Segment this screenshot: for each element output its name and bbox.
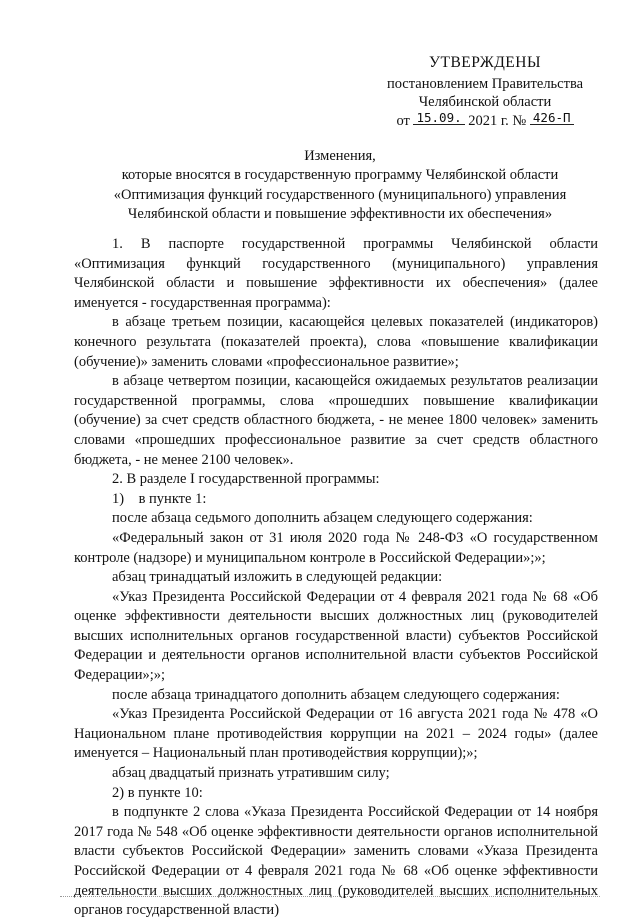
handwritten-date: 15.09. [413, 111, 464, 125]
paragraph: в абзаце третьем позиции, касающейся целевых показателей (индикаторов) конечного результата (показателей проекта), слова «повышение квалификации (обучение)» заменить словами «профессиональное развитие»; [74, 314, 598, 370]
approval-line-2: Челябинской области [418, 94, 552, 110]
paragraph: «Федеральный закон от 31 июля 2020 года № 248-ФЗ «О государственном контроле (надзоре) и муниципальном контроле в Российской Федерации»;»; [74, 529, 598, 566]
title-line-1: Изменения, [304, 148, 376, 164]
paragraph: «Указ Президента Российской Федерации от 4 февраля 2021 года № 68 «Об оценке эффективности деятельности высших должностных лиц (руководителей высших исполнительных органов государственной власти) субъектов Российской Федерации и деятельности органов исполнительной власти субъектов Российской Федерации»;»; [74, 588, 598, 684]
paragraph: в подпункте 2 слова «Указа Президента Российской Федерации от 14 ноября 2017 года № 548 «Об оценке эффективности деятельности органов исполнительной власти субъектов Российской Федерации» заменить словами «Указа Президента Российской Федерации от 4 февраля 2021 года № 68 «Об оценке эффективности деятельности высших должностных лиц (руководителей высших исполнительных органов государственной власти) [74, 804, 598, 919]
title-line-3: «Оптимизация функций государственного (муниципального) управления [113, 186, 567, 203]
title-line-4: Челябинской области и повышение эффективности их обеспечения» [127, 205, 553, 222]
paragraph: после абзаца тринадцатого дополнить абзацем следующего содержания: [112, 686, 560, 703]
paragraph: в абзаце четвертом позиции, касающейся ожидаемых результатов реализации государственной программы, слова «прошедших повышение квалификации (обучение) за счет средств областного бюджета, - не менее 1800 человек» заменить словами «прошедших профессиональное развитие за счет средств областного бюджета, - не менее 2100 человек». [74, 373, 598, 468]
paragraph: 1) в пункте 1: [112, 490, 207, 507]
approval-line-1: постановлением Правительства [386, 76, 584, 92]
approval-heading: УТВЕРЖДЕНЫ [429, 54, 541, 71]
page-bottom-divider [60, 896, 600, 897]
paragraph: 2. В разделе I государственной программы: [112, 471, 380, 488]
approval-date-line [380, 111, 590, 130]
date-prefix: от [396, 113, 410, 129]
document-title [80, 147, 600, 224]
paragraph: абзац тринадцатый изложить в следующей редакции: [112, 569, 443, 586]
paragraph: абзац двадцатый признать утратившим силу; [112, 765, 390, 782]
paragraph: 1. В паспорте государственной программы Челябинской области «Оптимизация функций государственного (муниципального) управления Челябинской области и повышение эффективности их обеспечения» (далее именуется - государственная программа): [74, 236, 598, 311]
paragraph: «Указ Президента Российской Федерации от 16 августа 2021 года № 478 «О Национальном плане противодействия коррупции на 2021 – 2024 годы» (далее именуется – Национальный план противодействия коррупции);»; [74, 706, 598, 762]
paragraph: 2) в пункте 10: [112, 784, 203, 801]
handwritten-number: 426-П [530, 111, 574, 125]
paragraph: после абзаца седьмого дополнить абзацем следующего содержания: [112, 510, 533, 527]
title-line-2: которые вносятся в государственную программу Челябинской области [121, 167, 559, 184]
document-body [74, 235, 598, 921]
approval-stamp [380, 54, 590, 130]
year-text: 2021 г. № [468, 113, 527, 129]
